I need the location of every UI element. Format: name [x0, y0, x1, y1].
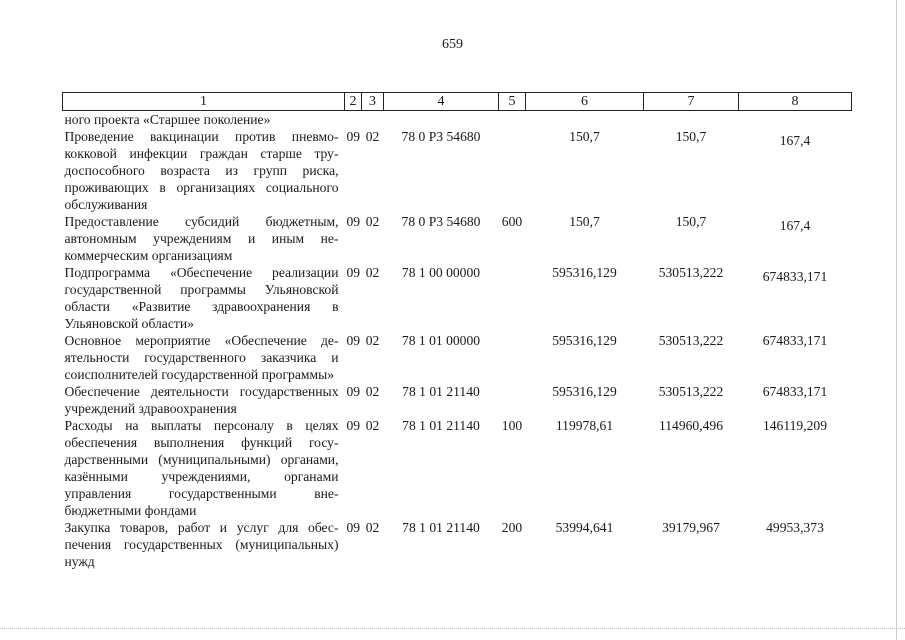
row-expense-type: [499, 332, 526, 383]
row-target-article: 78 1 01 21140: [402, 418, 480, 433]
row-subsection: 02: [365, 384, 380, 399]
row-amount-2: 150,7: [675, 214, 707, 229]
row-target-article: 78 1 00 00000: [401, 265, 481, 280]
scan-edge-bottom: [0, 628, 905, 629]
row-name: Закупка товаров, работ и услуг для обеспечения государственных (муниципальных) нужд: [64, 520, 339, 569]
header-col-8: 8: [739, 93, 852, 111]
table-row: [63, 128, 852, 213]
row-expense-type: 200: [501, 520, 523, 535]
row-amount-1: 595316,129: [552, 265, 617, 280]
row-amount-1: 595316,129: [552, 384, 617, 399]
row-amount-3: 674833,171: [762, 269, 828, 284]
row-target-article: 78 0 P3 54680: [401, 129, 481, 144]
row-amount-2: 530513,222: [658, 333, 724, 348]
row-section: 09: [346, 333, 361, 348]
row-amount-3: 49953,373: [766, 520, 824, 535]
row-amount-1: [526, 111, 644, 129]
budget-table: [62, 92, 852, 570]
row-target-article: [384, 111, 499, 129]
row-expense-type: [499, 383, 526, 417]
row-expense-type: 600: [501, 214, 523, 229]
row-name: Проведение вакцинации против пневмококковой инфекции граждан старше трудоспособного возраста из групп риска, проживающих в организациях социального обслуживания: [64, 129, 339, 212]
row-expense-type: [499, 264, 526, 332]
row-expense-type: 100: [501, 418, 523, 433]
table-row: [63, 111, 852, 129]
row-expense-type: [499, 128, 526, 213]
row-amount-1: 595316,129: [552, 333, 617, 348]
row-amount-2: 530513,222: [658, 265, 724, 280]
row-amount-3: [739, 111, 852, 129]
header-col-4: 4: [384, 93, 499, 111]
row-amount-1: 53994,641: [555, 520, 614, 535]
row-amount-2: 114960,496: [658, 418, 724, 433]
table-row: [63, 332, 852, 383]
table-row: [63, 213, 852, 264]
table-row: [63, 383, 852, 417]
row-name: ного проекта «Старшее поколение»: [64, 112, 271, 127]
row-amount-2: 39179,967: [662, 520, 720, 535]
header-col-1: 1: [63, 93, 345, 111]
row-subsection: 02: [365, 265, 380, 280]
row-amount-2: 530513,222: [658, 384, 724, 399]
table-row: [63, 417, 852, 519]
row-section: 09: [346, 520, 361, 535]
row-amount-2: 150,7: [675, 129, 707, 144]
row-subsection: 02: [365, 333, 380, 348]
row-amount-3: 674833,171: [762, 384, 828, 399]
row-name: Расходы на выплаты персоналу в целях обеспечения выполнения функций государственными (муниципальными) органами, казёнными учреждениями, органами управления государственными внебюджетными фондами: [64, 418, 339, 518]
header-col-3: 3: [362, 93, 384, 111]
row-amount-1: 150,7: [569, 129, 600, 144]
table-header-row: [63, 93, 852, 111]
row-section: 09: [346, 418, 361, 433]
row-amount-2: [644, 111, 739, 129]
row-amount-1: 119978,61: [555, 418, 614, 433]
header-col-2: 2: [345, 93, 362, 111]
row-section: 09: [346, 129, 361, 144]
header-col-6: 6: [526, 93, 644, 111]
row-target-article: 78 1 01 21140: [402, 520, 480, 535]
row-section: 09: [346, 214, 361, 229]
row-amount-1: 150,7: [569, 214, 600, 229]
row-section: 09: [346, 384, 361, 399]
row-name: Обеспечение деятельности государственных учреждений здравоохранения: [64, 384, 339, 416]
table-row: [63, 519, 852, 570]
row-name: Подпрограмма «Обеспечение реализации государственной программы Ульяновской области «Развитие здравоохранения в Ульяновской области»: [64, 265, 339, 331]
table-row: [63, 264, 852, 332]
row-amount-3: 146119,209: [762, 418, 828, 433]
row-target-article: 78 1 01 00000: [401, 333, 481, 348]
page-number: 659: [442, 37, 463, 52]
row-subsection: 02: [365, 129, 380, 144]
row-section: [345, 111, 362, 129]
row-section: 09: [346, 265, 361, 280]
row-amount-3: 674833,171: [762, 333, 828, 348]
row-name: Предоставление субсидий бюджетным, автономным учреждениям и иным некоммерческим организациям: [64, 214, 339, 263]
row-subsection: 02: [365, 214, 380, 229]
row-subsection: 02: [365, 520, 380, 535]
scan-edge-right: [896, 0, 897, 640]
row-name: Основное мероприятие «Обеспечение деятельности государственного заказчика и соисполнителей государственной программы»: [64, 333, 339, 382]
row-target-article: 78 0 P3 54680: [401, 214, 481, 229]
row-subsection: [362, 111, 384, 129]
header-col-5: 5: [499, 93, 526, 111]
row-subsection: 02: [365, 418, 380, 433]
row-amount-3: 167,4: [779, 218, 811, 233]
row-amount-3: 167,4: [779, 133, 811, 148]
row-expense-type: [499, 111, 526, 129]
row-target-article: 78 1 01 21140: [402, 384, 480, 399]
header-col-7: 7: [644, 93, 739, 111]
